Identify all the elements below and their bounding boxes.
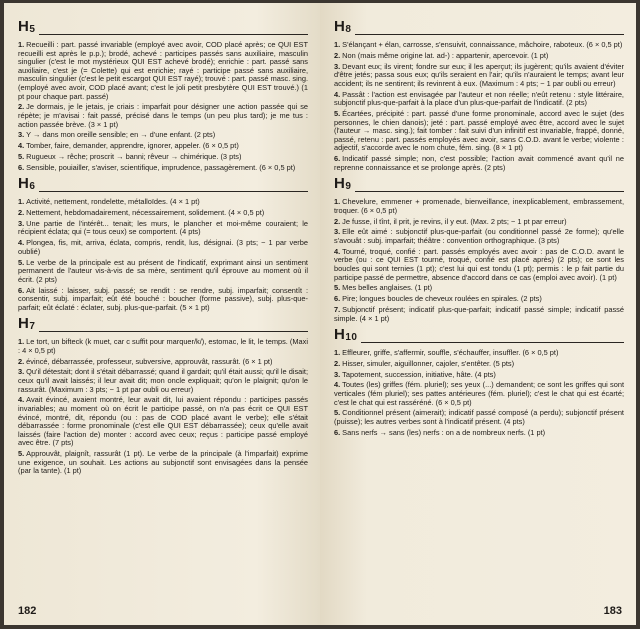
section-title: $H_8$ xyxy=(334,18,352,35)
answer-item: 6. Pire; longues boucles de cheveux roulées en spirales. (2 pts) xyxy=(334,294,542,304)
section-title: $H_7$ xyxy=(18,315,36,333)
answer-item: 5. Le verbe de la principale est au présent de l'indicatif, exprimant ainsi un sentiment permanent de l'auteur vis-à-vis de sa mère, sentiment qu'il éprouve au moment où il écrit. (2 pts) xyxy=(18,257,308,284)
section-heading xyxy=(334,327,624,345)
answer-item: 1. S'élançant + élan, carrosse, s'ensuivit, connaissance, mâchoire, raboteux. (6 × 0,5 pt) xyxy=(334,40,623,49)
section-h6 xyxy=(18,176,308,312)
section-title: $H_6$ xyxy=(18,175,36,193)
page-number: 183 xyxy=(603,605,622,617)
answer-item: 3. Devant eux; ils virent; fondre sur eux; il les aperçut; ils jugèrent; qu'ils avaient d'éviter d'être jetés; passa sous eux; qu'ils seraient en l'air; qu'ils n'auraient le temps; avant leur accident; ils ne sentirent; ils revinrent à eux. (Maximum : 4 pts; − 1 par oubli ou erreur) xyxy=(334,61,624,88)
heading-rule xyxy=(39,34,308,35)
answer-item: 1. Effleurer, griffe, s'affermir, souffle, s'échauffer, insuffler. (6 × 0,5 pt) xyxy=(334,348,559,358)
answer-item: 4. Passât : l'action est envisagée par l'auteur et non réelle; n'eût retenu : style littéraire, subjonctif plus-que-parfait à la place d'un plus-que-parfait de l'indicatif. (2 pts) xyxy=(334,89,624,108)
heading-rule xyxy=(361,342,624,343)
section-h5 xyxy=(18,19,308,172)
answer-item: 2. évincé, débarrassée, professeur, subversive, approuvât, rassurât. (6 × 1 pt) xyxy=(18,356,273,366)
answer-item: 4. Tomber, faire, demander, apprendre, ignorer, appeler. (6 × 0,5 pt) xyxy=(18,141,239,151)
page-number: 182 xyxy=(18,605,37,617)
book-spread xyxy=(4,3,636,625)
answer-item: 3. Y → dans mon oreille sensible; en → d'une enfant. (2 pts) xyxy=(18,130,216,140)
section-title: $H_9$ xyxy=(334,175,352,193)
answer-item: 5. Approuvât, plaignît, rassurât (1 pt). Le verbe de la principale (à l'imparfait) exprime une exigence, un souhait. Les actions au subjonctif sont envisagées dans la pensée (par la tante). (1 pt) xyxy=(18,449,308,476)
answer-item: 3. Tapotement, succession, initiative, hâte. (4 pts) xyxy=(334,369,496,379)
heading-rule xyxy=(39,191,308,192)
answer-item: 5. Conditionnel présent (aimerait); indicatif passé composé (a perdu); subjonctif présent (puisse); les autres verbes sont à l'indicatif présent. (4 pts) xyxy=(334,408,624,426)
answer-item: 3. Une partie de l'intérêt... tenait; les murs, le plancher et moi-même couraient; le récipient éclata; qui (= tous ceux) se comportent. (4 pts) xyxy=(18,218,308,237)
answer-item: 5. Rugueux → rêche; proscrit → banni; rêveur → chimérique. (3 pts) xyxy=(18,151,242,161)
answer-item: 4. Tourné, troqué, confié : part. passés employés avec avoir : pas de C.O.D. avant le verbe (ou : ce QUI EST tourné, troqué, confié est placé après) (2 pts); ce sont les boucles qui sont ternies (1 pt); c'est lui qui est tondu (1 pt); permis : le p fait partie du participe passé de permettre, absence d'accord dans ce cas (emploi avec avoir). (1 pt) xyxy=(334,246,624,282)
answer-item: 2. Je fusse, il tînt, il prit, je revins, il y eut. (Max. 2 pts; − 1 pt par erreur) xyxy=(334,216,567,226)
answer-item: 6. Ait laissé : laisser, subj. passé; se rendit : se rendre, subj. imparfait; consentît : consentir, subj. imparfait; eût été bouché : boucher (forme passive), subj. plus-que-parfait; eût éclaté : éclater, subj. plus-que-parfait. (5 × 1 pt) xyxy=(18,285,308,312)
answer-item: 4. Toutes (les) griffes (fém. pluriel); ses yeux (...) demandent; ce sont les griffes qui sont verticales (fém pluriel); ses pattes antérieures (fém. pluriel); c'est le chat qui est écarté; c'est le chat qui est rasséréné. (6 × 0,5 pt) xyxy=(334,380,624,407)
section-heading xyxy=(334,176,624,194)
heading-rule xyxy=(39,331,308,332)
answer-item: 2. Non (mais même origine lat. ad-) : appartenir, apercevoir. (1 pt) xyxy=(334,50,549,60)
answer-item: 2. Je dormais, je le jetais, je criais : imparfait pour désigner une action passée qui se répète; je m'avisai : fait passé, précisé dans le temps (un peu plus tard); je me tus : action passée brève. (3 × 1 pt) xyxy=(18,102,308,129)
section-title: $H_{10}$ xyxy=(334,326,358,344)
answer-item: 6. Sensible, pouiailler, s'aviser, scientifique, imprudence, passagèrement. (6 × 0,5 pt) xyxy=(18,162,296,172)
right-page xyxy=(320,3,636,625)
section-heading xyxy=(18,19,308,37)
answer-item: 3. Qu'il détestait; dont il s'était débarrassé; quand il gardait; qu'il était aussi; qu'il le disait; ceux qu'il avait laissés; il leur avait dit; mon oncle expliquait; qu'on le plaignit; qu'on le rassurât. (Maximum : 3 pts; − 1 pt par oubli ou erreur) xyxy=(18,367,308,394)
section-heading xyxy=(18,176,308,194)
left-page xyxy=(4,3,320,625)
answer-item: 1. Chevelure, emmener + promenade, bienveillance, inexplicablement, embrassement, troquer. (6 × 0,5 pt) xyxy=(334,197,624,215)
answer-item: 5. Écartées, précipité : part. passé d'une forme pronominale, accord avec le sujet (des personnes, le chien danois); jeté : part. passé employé avec être, accord avec le sujet (l'auteur → masc. sing.); fait tomber : fait suivi d'un infinitif est invariable, frappé, donné, passé, retenu : part. passés employés avec avoir, sans C.O.D. avant le verbe; violente : adjectif, s'accorde avec le nom chute, fém. sing. (8 × 1 pt) xyxy=(334,108,624,153)
answer-item: 1. Recueilli : part. passé invariable (employé avec avoir, COD placé après; ce QUI EST recueilli est après le p.p.); brodé, achevé : participes passés sans auxiliaire, masculin singulier (c'est le mot mystérieux QUI EST achevé brodé); enrichie : part. passé sans auxiliaire, c'est je (= Colette) qui est enrichie; rayé : participe passé sans auxiliaire, masculin singulier (c'est le petit escargot QUI EST rayé); trouvé : part. passé masc. sing. (employé avec avoir, COD placé avant; c'est le joli petit presbytère QUI EST trouvé.) (1 pt pour chaque part. passé) xyxy=(18,40,308,101)
section-h8 xyxy=(334,19,624,172)
heading-rule xyxy=(355,34,624,35)
answer-item: 4. Avait évincé, avaient montré, leur avait dit, lui avaient répondu : participes passés invariables; au moment où on écrit le participe passé, on n'a pas écrit ce QUI EST évincé, montré, dit, répondu (ou : pas de COD placé avant le verbe); elle s'était débarrassée : forme pronominale (c'est elle QUI EST débarrassée); ceux qu'elle avait laissés (faire l'action de) monter : accord avec ceux; reçus : participe passé employé avec être. (7 pts) xyxy=(18,395,308,448)
section-heading xyxy=(334,19,624,37)
answer-item: 1. Activité, nettement, rondelette, métalloïdes. (4 × 1 pt) xyxy=(18,197,200,207)
answer-item: 6. Indicatif passé simple; non, c'est possible; l'action avait commencé avant qu'il ne reprenne connaissance et se prolonge après. (2 pts) xyxy=(334,154,624,172)
answer-item: 7. Subjonctif présent; indicatif plus-que-parfait; indicatif passé simple; indicatif passé simple. (4 × 1 pt) xyxy=(334,304,624,323)
section-h10 xyxy=(334,327,624,437)
heading-rule xyxy=(355,191,624,192)
answer-item: 6. Sans nerfs → sans (les) nerfs : on a de nombreux nerfs. (1 pt) xyxy=(334,427,546,437)
section-title: $H_5$ xyxy=(18,18,36,35)
answer-item: 4. Plongea, fis, mit, arriva, éclata, compris, rendit, lus, désignai. (3 pts; − 1 par verbe oublié) xyxy=(18,238,308,256)
answer-item: 3. Elle eût aimé : subjonctif plus-que-parfait (ou conditionnel passé 2e forme); qu'elle s'avouât : subj. imparfait; théâtre : convention orthographique. (3 pts) xyxy=(334,227,624,245)
answer-item: 2. Hisser, simuler, aiguillonner, cajoler, s'entêter. (5 pts) xyxy=(334,358,515,368)
section-heading xyxy=(18,316,308,334)
answer-item: 1. Le tort, un bifteck (k muet, car c suffit pour marquer/k/), estomac, le lit, le temps. (Maxi : 4 × 0,5 pt) xyxy=(18,337,308,355)
section-h7 xyxy=(18,316,308,476)
answer-item: 5. Mes belles anglaises. (1 pt) xyxy=(334,283,433,293)
answer-item: 2. Nettement, hebdomadairement, nécessairement, solidement. (4 × 0,5 pt) xyxy=(18,208,265,218)
section-h9 xyxy=(334,176,624,323)
